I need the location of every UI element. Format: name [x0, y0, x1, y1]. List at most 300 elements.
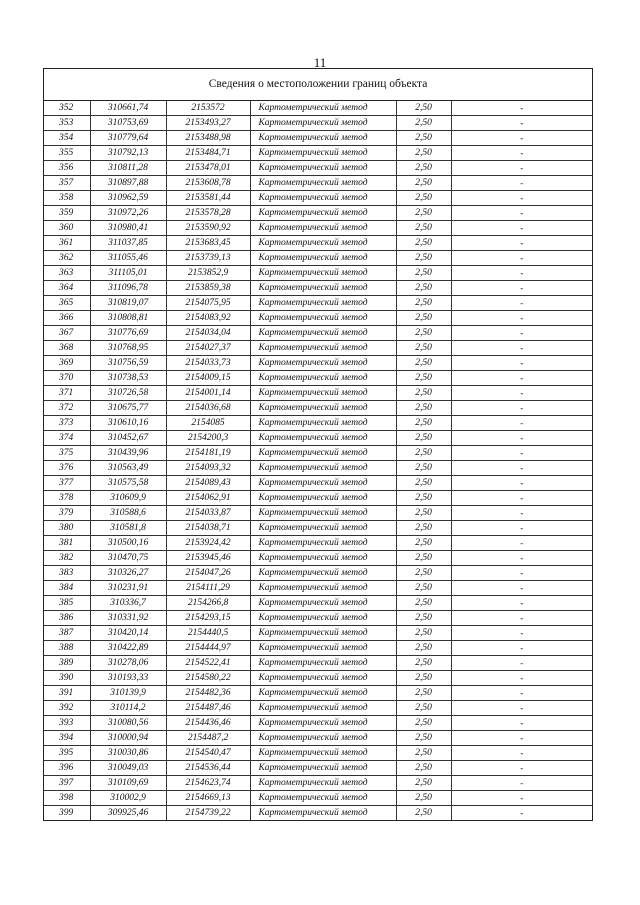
cell-note: - [451, 281, 592, 296]
cell-coord-x: 310811,28 [90, 161, 166, 176]
cell-coord-y: 2154009,15 [166, 371, 250, 386]
cell-coord-y: 2153572 [166, 101, 250, 116]
cell-coord-y: 2154083,92 [166, 311, 250, 326]
cell-coord-y: 2154038,71 [166, 521, 250, 536]
cell-method: Картометрический метод [250, 491, 396, 506]
cell-note: - [451, 476, 592, 491]
cell-coord-y: 2154669,13 [166, 791, 250, 806]
cell-method: Картометрический метод [250, 581, 396, 596]
cell-coord-y: 2154085 [166, 416, 250, 431]
cell-note: - [451, 566, 592, 581]
cell-method: Картометрический метод [250, 761, 396, 776]
table-row [44, 416, 592, 431]
cell-point-number: 355 [44, 146, 90, 161]
cell-note: - [451, 581, 592, 596]
cell-coord-y: 2154033,73 [166, 356, 250, 371]
cell-point-number: 388 [44, 641, 90, 656]
cell-note: - [451, 251, 592, 266]
cell-method: Картометрический метод [250, 116, 396, 131]
table-row [44, 446, 592, 461]
cell-note: - [520, 808, 524, 818]
cell-method: Картометрический метод [250, 506, 396, 521]
cell-note: - [451, 446, 592, 461]
cell-coord-x: 310897,88 [90, 176, 166, 191]
cell-accuracy: 2,50 [396, 716, 451, 731]
cell-method: Картометрический метод [250, 536, 396, 551]
cell-accuracy: 2,50 [396, 131, 451, 146]
cell-coord-y: 2154522,41 [166, 656, 250, 671]
table-row [44, 791, 592, 806]
cell-point-number: 357 [44, 176, 90, 191]
cell-method: Картометрический метод [250, 776, 396, 791]
cell-coord-x: 310661,74 [90, 101, 166, 116]
cell-point-number: 399 [44, 806, 90, 821]
table-row [44, 146, 592, 161]
cell-coord-y: 2153578,28 [166, 206, 250, 221]
boundary-table-sheet [43, 68, 593, 821]
cell-accuracy: 2,50 [396, 461, 451, 476]
table-row [44, 281, 592, 296]
cell-coord-x: 310500,16 [90, 536, 166, 551]
cell-method: Картометрический метод [250, 701, 396, 716]
table-row [44, 551, 592, 566]
cell-note: - [451, 176, 592, 191]
cell-accuracy: 2,50 [396, 236, 451, 251]
cell-accuracy: 2,50 [396, 116, 451, 131]
cell-accuracy: 2,50 [396, 776, 451, 791]
cell-accuracy: 2,50 [396, 671, 451, 686]
cell-note: - [451, 521, 592, 536]
table-row [44, 326, 592, 341]
cell-note: - [451, 401, 592, 416]
cell-note: - [451, 761, 592, 776]
cell-note: - [451, 671, 592, 686]
cell-point-number: 362 [44, 251, 90, 266]
table-row [44, 371, 592, 386]
cell-point-number: 396 [44, 761, 90, 776]
cell-note: - [451, 431, 592, 446]
cell-method: Картометрический метод [250, 566, 396, 581]
cell-point-number: 370 [44, 371, 90, 386]
cell-coord-y: 2154047,26 [166, 566, 250, 581]
cell-accuracy: 2,50 [396, 206, 451, 221]
cell-point-number: 367 [44, 326, 90, 341]
table-row [44, 386, 592, 401]
table-row [44, 191, 592, 206]
cell-coord-x: 310049,03 [90, 761, 166, 776]
cell-coord-x: 310675,77 [90, 401, 166, 416]
cell-method: Картометрический метод [250, 686, 396, 701]
page-number: 11 [313, 55, 327, 70]
cell-coord-y: 2154001,14 [166, 386, 250, 401]
cell-coord-x: 310610,16 [90, 416, 166, 431]
cell-coord-y: 2153739,13 [166, 251, 250, 266]
cell-accuracy: 2,50 [396, 656, 451, 671]
cell-coord-y: 2154293,15 [166, 611, 250, 626]
table-row [44, 776, 592, 791]
cell-note: - [451, 131, 592, 146]
cell-point-number: 382 [44, 551, 90, 566]
cell-coord-x: 310768,95 [90, 341, 166, 356]
cell-coord-y: 2154075,95 [166, 296, 250, 311]
table-row [44, 731, 592, 746]
cell-coord-y: 2154487,46 [166, 701, 250, 716]
cell-accuracy: 2,50 [396, 401, 451, 416]
cell-accuracy: 2,50 [396, 176, 451, 191]
cell-coord-y: 2154536,44 [166, 761, 250, 776]
table-row [44, 611, 592, 626]
cell-coord-x: 310002,9 [90, 791, 166, 806]
cell-coord-y: 2153608,78 [166, 176, 250, 191]
cell-coord-y: 2154266,8 [166, 596, 250, 611]
cell-coord-y: 2154200,3 [166, 431, 250, 446]
cell-coord-x: 310420,14 [90, 626, 166, 641]
cell-accuracy: 2,50 [396, 311, 451, 326]
cell-accuracy: 2,50 [396, 191, 451, 206]
cell-coord-x: 310109,69 [90, 776, 166, 791]
table-row [44, 746, 592, 761]
cell-coord-y: 2154540,47 [166, 746, 250, 761]
cell-note: - [451, 311, 592, 326]
cell-coord-x: 310278,06 [90, 656, 166, 671]
cell-point-number: 377 [44, 476, 90, 491]
cell-coord-y: 2154487,2 [166, 731, 250, 746]
cell-accuracy: 2,50 [396, 446, 451, 461]
table-row [44, 341, 592, 356]
cell-method: Картометрический метод [250, 431, 396, 446]
cell-coord-y: 2154111,29 [166, 581, 250, 596]
cell-method: Картометрический метод [250, 191, 396, 206]
cell-accuracy: 2,50 [396, 596, 451, 611]
table-row [44, 236, 592, 251]
cell-accuracy: 2,50 [396, 521, 451, 536]
cell-coord-y: 2153852,9 [166, 266, 250, 281]
table-row [44, 686, 592, 701]
cell-point-number: 391 [44, 686, 90, 701]
cell-accuracy: 2,50 [396, 506, 451, 521]
cell-accuracy: 2,50 [396, 806, 451, 821]
cell-method: Картометрический метод [250, 731, 396, 746]
cell-accuracy: 2,50 [396, 566, 451, 581]
cell-point-number: 389 [44, 656, 90, 671]
cell-point-number: 384 [44, 581, 90, 596]
cell-coord-y: 2153484,71 [166, 146, 250, 161]
cell-method: Картометрический метод [250, 296, 396, 311]
cell-point-number: 392 [44, 701, 90, 716]
table-row [44, 701, 592, 716]
cell-note: - [451, 116, 592, 131]
cell-point-number: 360 [44, 221, 90, 236]
cell-coord-x: 311105,01 [90, 266, 166, 281]
cell-coord-y: 2154580,22 [166, 671, 250, 686]
cell-method: Картометрический метод [250, 791, 396, 806]
cell-coord-x: 310080,56 [90, 716, 166, 731]
cell-method: Картометрический метод [250, 176, 396, 191]
cell-method: Картометрический метод [250, 311, 396, 326]
table-row [44, 716, 592, 731]
cell-note: - [451, 101, 592, 116]
cell-coord-y: 2154033,87 [166, 506, 250, 521]
cell-coord-x: 310972,26 [90, 206, 166, 221]
cell-accuracy: 2,50 [396, 326, 451, 341]
cell-note: - [451, 551, 592, 566]
cell-note: - [451, 371, 592, 386]
cell-accuracy: 2,50 [396, 641, 451, 656]
cell-note: - [451, 341, 592, 356]
cell-accuracy: 2,50 [396, 101, 451, 116]
cell-coord-y: 2153493,27 [166, 116, 250, 131]
cell-method: Картометрический метод [250, 281, 396, 296]
cell-method: Картометрический метод [250, 461, 396, 476]
cell-coord-x: 310962,59 [90, 191, 166, 206]
table-row [44, 296, 592, 311]
cell-method: Картометрический метод [250, 386, 396, 401]
cell-accuracy: 2,50 [396, 476, 451, 491]
cell-method: Картометрический метод [250, 611, 396, 626]
table-title: Сведения о местоположении границ объекта [44, 69, 592, 101]
cell-coord-x: 310563,49 [90, 461, 166, 476]
table-row [44, 131, 592, 146]
table-row [44, 251, 592, 266]
cell-accuracy: 2,50 [396, 386, 451, 401]
cell-coord-x: 310738,53 [90, 371, 166, 386]
cell-note: - [451, 236, 592, 251]
cell-coord-y: 2153924,42 [166, 536, 250, 551]
cell-note: - [451, 221, 592, 236]
cell-method: Картометрический метод [250, 416, 396, 431]
boundary-points-table [44, 101, 592, 820]
cell-coord-x: 311096,78 [90, 281, 166, 296]
cell-method: Картометрический метод [250, 656, 396, 671]
cell-point-number: 380 [44, 521, 90, 536]
cell-accuracy: 2,50 [396, 251, 451, 266]
cell-point-number: 361 [44, 236, 90, 251]
cell-accuracy: 2,50 [396, 761, 451, 776]
cell-coord-y: 2153581,44 [166, 191, 250, 206]
cell-note: - [451, 491, 592, 506]
table-row [44, 311, 592, 326]
cell-coord-y: 2154623,74 [166, 776, 250, 791]
cell-note: - [451, 596, 592, 611]
cell-point-number: 376 [44, 461, 90, 476]
cell-method: Картометрический метод [250, 401, 396, 416]
table-row [44, 506, 592, 521]
cell-coord-y: 2154089,43 [166, 476, 250, 491]
cell-point-number: 375 [44, 446, 90, 461]
cell-point-number: 387 [44, 626, 90, 641]
cell-method: Картометрический метод [250, 476, 396, 491]
cell-method: Картометрический метод [250, 131, 396, 146]
cell-accuracy: 2,50 [396, 701, 451, 716]
cell-method: Картометрический метод [250, 716, 396, 731]
cell-coord-x: 310819,07 [90, 296, 166, 311]
cell-accuracy: 2,50 [396, 791, 451, 806]
cell-coord-x: 310000,94 [90, 731, 166, 746]
cell-point-number: 358 [44, 191, 90, 206]
cell-note: - [451, 611, 592, 626]
cell-note: - [451, 191, 592, 206]
table-row [44, 476, 592, 491]
cell-point-number: 353 [44, 116, 90, 131]
cell-method: Картометрический метод [250, 746, 396, 761]
cell-note: - [451, 146, 592, 161]
cell-point-number: 383 [44, 566, 90, 581]
cell-coord-x: 310030,86 [90, 746, 166, 761]
cell-coord-x: 310980,41 [90, 221, 166, 236]
cell-accuracy: 2,50 [396, 686, 451, 701]
cell-coord-x: 310575,58 [90, 476, 166, 491]
cell-note: - [451, 296, 592, 311]
table-row [44, 431, 592, 446]
cell-coord-x: 310588,6 [90, 506, 166, 521]
cell-point-number: 373 [44, 416, 90, 431]
cell-method: Картометрический метод [250, 671, 396, 686]
cell-coord-x: 310792,13 [90, 146, 166, 161]
cell-note: - [451, 731, 592, 746]
cell-accuracy: 2,50 [396, 536, 451, 551]
cell-method: Картометрический метод [250, 446, 396, 461]
cell-method: Картометрический метод [250, 266, 396, 281]
cell-coord-x: 310331,92 [90, 611, 166, 626]
cell-note: - [451, 641, 592, 656]
cell-accuracy: 2,50 [396, 371, 451, 386]
cell-coord-y: 2154739,22 [166, 806, 250, 821]
table-row [44, 596, 592, 611]
cell-accuracy: 2,50 [396, 281, 451, 296]
cell-coord-y: 2154093,32 [166, 461, 250, 476]
cell-method: Картометрический метод [250, 626, 396, 641]
cell-coord-x: 310114,2 [90, 701, 166, 716]
cell-method: Картометрический метод [250, 236, 396, 251]
cell-coord-x: 309925,46 [90, 806, 166, 821]
cell-point-number: 378 [44, 491, 90, 506]
cell-note: - [451, 791, 592, 806]
table-row [44, 161, 592, 176]
cell-point-number: 381 [44, 536, 90, 551]
table-row [44, 521, 592, 536]
cell-point-number: 368 [44, 341, 90, 356]
table-row [44, 626, 592, 641]
cell-note: - [451, 536, 592, 551]
cell-point-number: 374 [44, 431, 90, 446]
cell-method: Картометрический метод [250, 341, 396, 356]
cell-accuracy: 2,50 [396, 431, 451, 446]
cell-note: - [451, 716, 592, 731]
table-row [44, 116, 592, 131]
cell-method: Картометрический метод [250, 806, 396, 821]
cell-coord-x: 310139,9 [90, 686, 166, 701]
cell-point-number: 371 [44, 386, 90, 401]
cell-coord-x: 311055,46 [90, 251, 166, 266]
cell-method: Картометрический метод [250, 161, 396, 176]
cell-coord-y: 2154444,97 [166, 641, 250, 656]
cell-accuracy: 2,50 [396, 746, 451, 761]
cell-method: Картометрический метод [250, 251, 396, 266]
cell-method: Картометрический метод [250, 221, 396, 236]
cell-method: Картометрический метод [250, 146, 396, 161]
cell-point-number: 398 [44, 791, 90, 806]
cell-point-number: 379 [44, 506, 90, 521]
cell-note: - [451, 356, 592, 371]
table-row [44, 536, 592, 551]
cell-accuracy: 2,50 [396, 266, 451, 281]
table-row [44, 221, 592, 236]
cell-coord-x: 310776,69 [90, 326, 166, 341]
cell-point-number: 365 [44, 296, 90, 311]
cell-point-number: 386 [44, 611, 90, 626]
cell-coord-y: 2153590,92 [166, 221, 250, 236]
cell-accuracy: 2,50 [396, 491, 451, 506]
cell-note: - [451, 776, 592, 791]
cell-accuracy: 2,50 [396, 221, 451, 236]
cell-coord-y: 2154036,68 [166, 401, 250, 416]
cell-coord-x: 310753,69 [90, 116, 166, 131]
cell-point-number: 397 [44, 776, 90, 791]
cell-coord-y: 2154436,46 [166, 716, 250, 731]
table-row [44, 176, 592, 191]
cell-point-number: 369 [44, 356, 90, 371]
cell-coord-x: 310808,81 [90, 311, 166, 326]
cell-coord-y: 2154027,37 [166, 341, 250, 356]
cell-method: Картометрический метод [250, 356, 396, 371]
cell-coord-x: 310726,58 [90, 386, 166, 401]
cell-note: - [451, 416, 592, 431]
table-row [44, 761, 592, 776]
cell-method: Картометрический метод [250, 596, 396, 611]
cell-accuracy: 2,50 [396, 341, 451, 356]
cell-accuracy: 2,50 [396, 296, 451, 311]
cell-note: - [451, 686, 592, 701]
cell-note: - [451, 161, 592, 176]
cell-point-number: 354 [44, 131, 90, 146]
cell-point-number: 366 [44, 311, 90, 326]
cell-coord-x: 310581,8 [90, 521, 166, 536]
cell-note: - [451, 206, 592, 221]
cell-coord-y: 2153488,98 [166, 131, 250, 146]
table-row [44, 581, 592, 596]
cell-point-number: 394 [44, 731, 90, 746]
cell-point-number: 393 [44, 716, 90, 731]
cell-note: - [451, 701, 592, 716]
cell-coord-y: 2154440,5 [166, 626, 250, 641]
cell-point-number: 359 [44, 206, 90, 221]
cell-coord-x: 310609,9 [90, 491, 166, 506]
cell-note: - [451, 506, 592, 521]
table-row [44, 356, 592, 371]
cell-method: Картометрический метод [250, 326, 396, 341]
table-row [44, 101, 592, 116]
cell-accuracy: 2,50 [396, 626, 451, 641]
cell-coord-y: 2154034,04 [166, 326, 250, 341]
cell-point-number: 395 [44, 746, 90, 761]
cell-coord-x: 311037,85 [90, 236, 166, 251]
cell-point-number: 364 [44, 281, 90, 296]
cell-method: Картометрический метод [250, 206, 396, 221]
cell-accuracy: 2,50 [396, 356, 451, 371]
cell-note: - [451, 656, 592, 671]
cell-coord-y: 2153478,01 [166, 161, 250, 176]
cell-point-number: 356 [44, 161, 90, 176]
cell-note: - [451, 461, 592, 476]
table-row [44, 656, 592, 671]
cell-method: Картометрический метод [250, 371, 396, 386]
cell-coord-x: 310756,59 [90, 356, 166, 371]
cell-accuracy: 2,50 [396, 611, 451, 626]
cell-method: Картометрический метод [250, 101, 396, 116]
cell-accuracy: 2,50 [396, 581, 451, 596]
cell-coord-x: 310231,91 [90, 581, 166, 596]
cell-accuracy: 2,50 [396, 416, 451, 431]
